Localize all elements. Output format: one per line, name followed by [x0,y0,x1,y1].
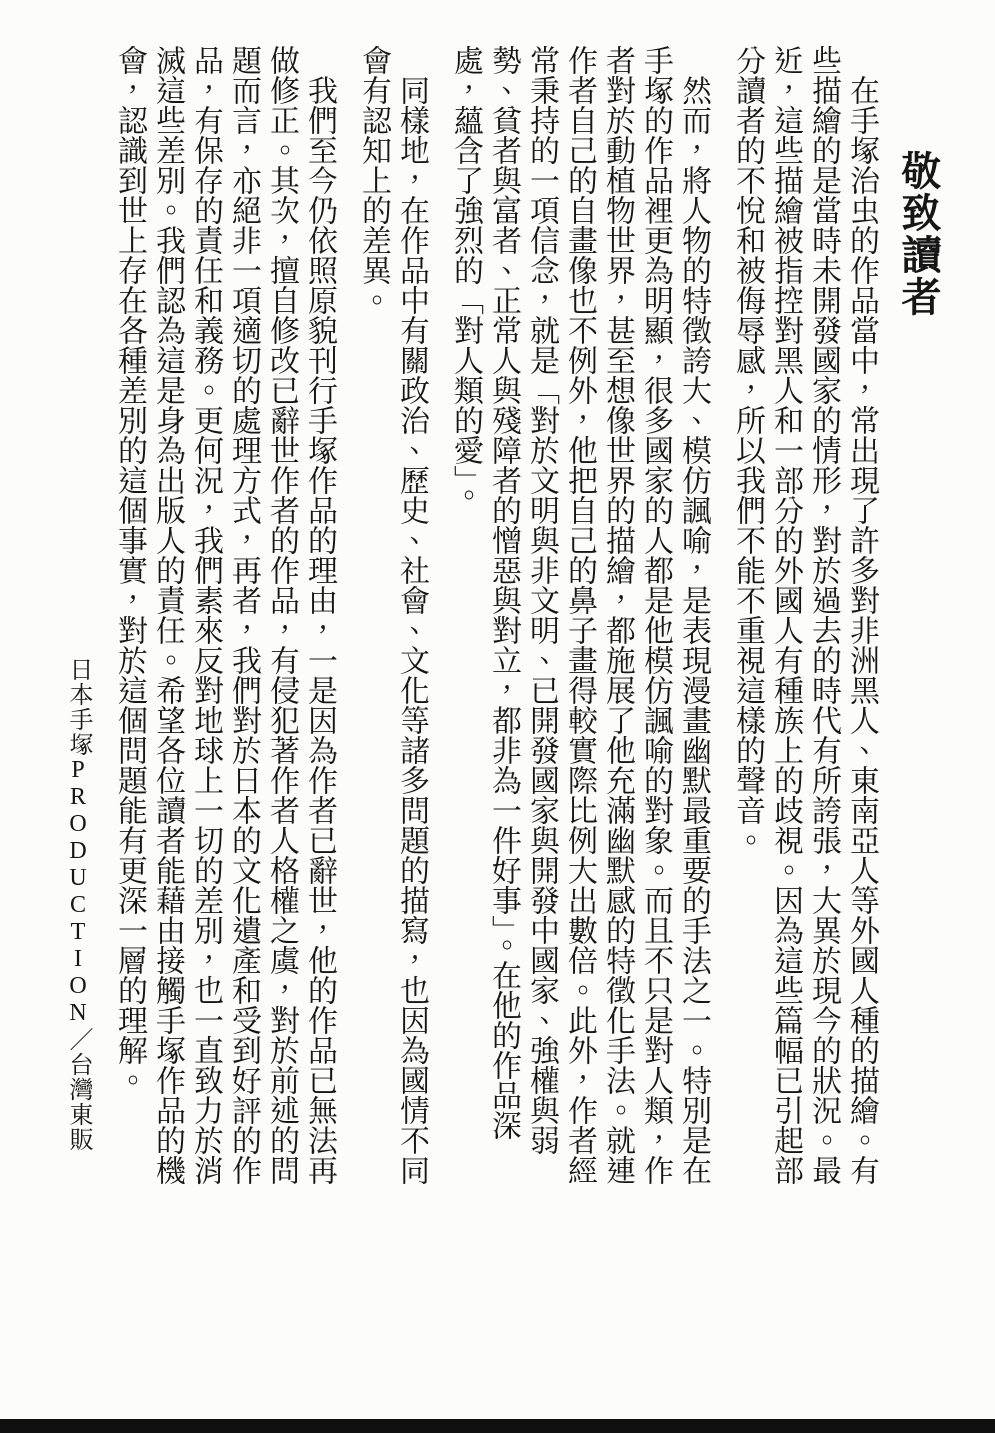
page-edge-bar [0,1419,995,1433]
body-paragraph: 同樣地，在作品中有關政治、歷史、社會、文化等諸多問題的描寫，也因為國情不同會有認知上的差異。 [357,45,428,1185]
body-paragraph: 然而，將人物的特徵誇大、模仿諷喻，是表現漫畫幽默最重要的手法之一。特別是在手塚的作品裡更為明顯，很多國家的人都是他模仿諷喻的對象。而且不只是對人類，作者對於動植物世界，甚至想像世界的描繪，都施展了他充滿幽默感的特徵化手法。就連作者自己的自畫像也不例外，他把自己的鼻子畫得較實際比例大出數倍。此外，作者經常秉持的一項信念，就是「對於文明與非文明、已開發國家與開發中國家、強權與弱勢、貧者與富者、正常人與殘障者的憎惡與對立，都非為一件好事」。在他的作品深處，蘊含了強烈的「對人類的愛」。 [449,45,710,1185]
publisher-signature: 日本手塚PRODUCTION／台灣東販 [65,657,91,1152]
vertical-text-block [62,45,940,1185]
body-paragraph: 我們至今仍依照原貌刊行手塚作品的理由，一是因為作者已辭世，他的作品已無法再做修正。其次，擅自修改已辭世作者的作品，有侵犯著作者人格權之虞，對於前述的問題而言，亦絕非一項適切的處理方式，再者，我們對於日本的文化遺產和受到好評的作品，有保存的責任和義務。更何況，我們素來反對地球上一切的差別，也一直致力於消滅這些差別。我們認為這是身為出版人的責任。希望各位讀者能藉由接觸手塚作品的機會，認識到世上存在各種差別的這個事實，對於這個問題能有更深一層的理解。 [113,45,336,1185]
body-paragraph: 在手塚治虫的作品當中，常出現了許多對非洲黑人、東南亞人等外國人種的描繪。有些描繪的是當時未開發國家的情形，對於過去的時代有所誇張，大異於現今的狀況。最近，這些描繪被指控對黑人和一部分的外國人有種族上的歧視。因為這些篇幅已引起部分讀者的不悅和被侮辱感，所以我們不能不重視這樣的聲音。 [731,45,878,1185]
page-title: 敬致讀者 [896,150,941,318]
